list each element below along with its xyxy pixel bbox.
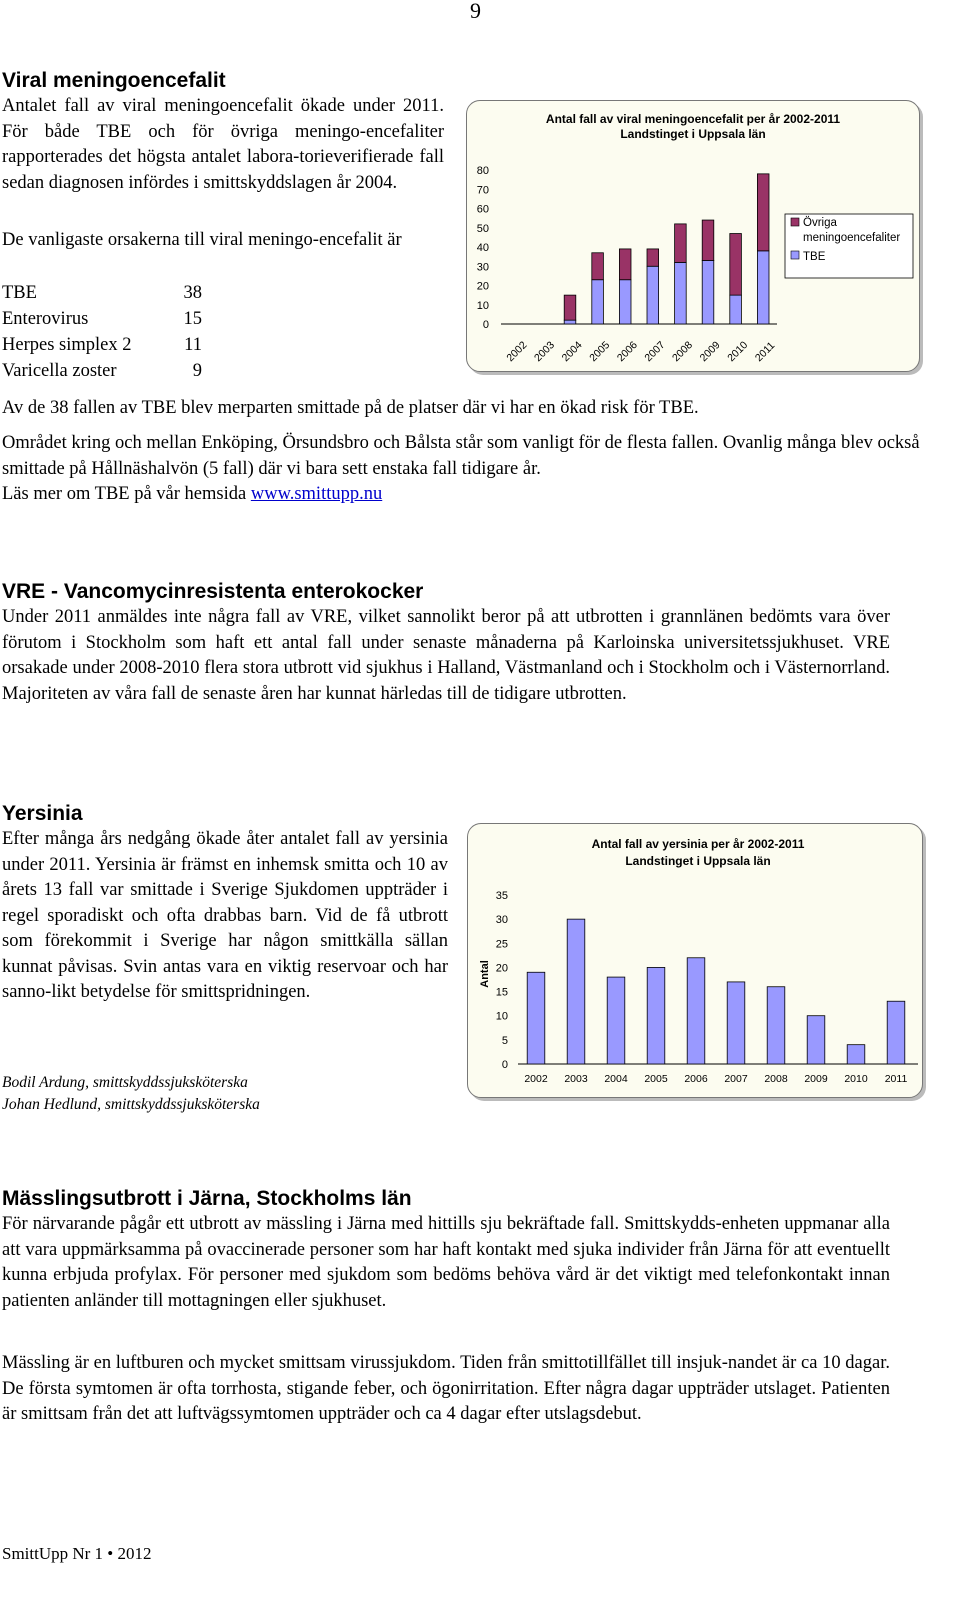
bar-segment	[730, 234, 742, 296]
y-tick-label: 10	[476, 299, 489, 312]
legend-label: TBE	[803, 251, 826, 263]
x-tick-label: 2011	[884, 1073, 908, 1085]
bar	[567, 919, 585, 1064]
x-tick-label: 2009	[697, 339, 723, 365]
y-tick-label: 40	[476, 242, 489, 254]
measles-p1: För närvarande pågår ett utbrott av mässling i Järna med hittills sju bekräftade fall. Smittskydds-enheten uppmanar alla att vara uppmärksamma på ovaccinerade personer som har haft kontakt med sjuka individer från Järna för att eventuellt kunna erbjuda profylax. För personer med sjukdom som bedöms behöva vård är det viktigt med telefonkontakt innan patienten anländer till mottagningen eller sjukhuset.	[2, 1214, 890, 1311]
chart-title: Antal fall av yersinia per år 2002-2011	[591, 837, 805, 851]
bar	[607, 977, 625, 1064]
y-tick-label: 0	[482, 319, 489, 331]
page-number: 9	[470, 0, 481, 23]
bar-segment	[730, 295, 742, 324]
x-tick-label: 2008	[670, 339, 696, 365]
signature-line-1: Bodil Ardung, smittskyddssjuksköterska	[2, 1074, 248, 1091]
measles-p2: Mässling är en luftburen och mycket smittsam virussjukdom. Tiden från smittotillfället till insjuk-nandet är ca 10 dagar. De första symtomen är ofta torrhosta, stigande feber, och ögonirritation. Efter några dagar uppträder utslaget. Patienten är smittsam från det att luftvägssymtomen uppträder och ca 4 dagar efter utslagsdebut.	[2, 1353, 890, 1424]
legend-label: meningoencefaliter	[803, 232, 901, 244]
bar-segment	[702, 260, 714, 324]
y-tick-label: 30	[476, 261, 489, 274]
bar	[727, 982, 745, 1064]
y-tick-label: 0	[501, 1059, 508, 1071]
bar	[807, 1016, 825, 1064]
cause-count: 15	[183, 309, 202, 329]
bar-segment	[757, 174, 769, 251]
bar	[687, 958, 705, 1064]
bar-segment	[564, 320, 576, 324]
vre-body: Under 2011 anmäldes inte några fall av VRE, vilket sannolikt beror på att utbrotten i grannlänen bedömts vara över förutom i Stockholm som haft ett antal fall under senaste månaderna på Karloinska universitetssjukhuset. VRE orsakade under 2008-2010 flera stora utbrott vid sjukhus i Halland, Västmanland och i Stockholm och i Västernorrland. Majoriteten av våra fall de senaste åren har kunnat härledas till de tidigare utbrotten.	[2, 607, 890, 704]
bar-segment	[647, 266, 659, 324]
bar	[527, 972, 545, 1064]
bar-segment	[592, 253, 604, 280]
bar-segment	[564, 295, 576, 320]
y-tick-label: 25	[495, 938, 508, 951]
x-tick-label: 2009	[804, 1073, 828, 1085]
yersinia-body: Efter många års nedgång ökade åter antalet fall av yersinia under 2011. Yersinia är främst en inhemsk smitta och 10 av årets 13 fall var smittade i Sverige Sjukdomen uppträder i regel sporadiskt och ofta drabbas barn. Vid de få utbrott som förekommit i Sverige har någon smittkälla sällan kunnat påvisas. Svin antas vara en viktig reservoar och har sanno-likt betydelse för smittspridningen.	[2, 829, 448, 1002]
bar-segment	[675, 224, 687, 263]
y-tick-label: 35	[495, 890, 508, 902]
bar-segment	[647, 249, 659, 266]
chart-subtitle: Landstinget i Uppsala län	[620, 127, 766, 141]
x-tick-label: 2010	[725, 339, 751, 365]
x-tick-label: 2011	[752, 339, 778, 365]
legend-label: Övriga	[803, 217, 837, 229]
bar-segment	[702, 220, 714, 260]
cause-count: 38	[183, 283, 202, 303]
chart-ylabel: Antal	[479, 960, 491, 988]
viral-intro: Antalet fall av viral meningoencefalit ökade under 2011. För både TBE och för övriga meningo-encefaliter rapporterades det högsta antalet labora-torieverifierade fall sedan diagnosen infördes i smittskyddslagen år 2004.	[2, 96, 444, 193]
meningoencefalit-chart	[466, 100, 920, 372]
y-tick-label: 15	[495, 986, 508, 999]
yersinia-chart-svg	[468, 824, 922, 1097]
cause-name: Enterovirus	[2, 309, 89, 329]
viral-after-2: Området kring och mellan Enköping, Örsundsbro och Bålsta står som vanligt för de flesta fallen. Ovanlig många blev också smittade på Hållnäshalvön (5 fall) där vi bara sett enstaka fall tidigare år.	[2, 433, 920, 479]
y-tick-label: 60	[476, 203, 489, 216]
x-tick-label: 2005	[644, 1073, 668, 1085]
y-tick-label: 50	[476, 222, 489, 235]
cause-name: TBE	[2, 283, 37, 303]
bar-segment	[619, 249, 631, 280]
y-tick-label: 10	[495, 1010, 508, 1023]
y-tick-label: 5	[501, 1034, 508, 1047]
legend-swatch	[791, 251, 799, 259]
chart-title: Antal fall av viral meningoencefalit per år 2002-2011	[545, 112, 841, 126]
bar-segment	[675, 262, 687, 324]
section-heading-vre: VRE - Vancomycinresistenta enterokocker	[2, 580, 424, 603]
x-tick-label: 2005	[587, 339, 613, 365]
x-tick-label: 2002	[524, 1073, 548, 1085]
chart-subtitle: Landstinget i Uppsala län	[625, 854, 771, 868]
x-tick-label: 2007	[642, 339, 668, 365]
bar-segment	[757, 251, 769, 324]
bar-segment	[592, 280, 604, 324]
x-tick-label: 2004	[559, 339, 585, 365]
x-tick-label: 2004	[604, 1073, 628, 1085]
cause-row	[2, 335, 202, 361]
cause-row	[2, 283, 202, 309]
website-link[interactable]: www.smittupp.nu	[250, 484, 383, 504]
signature-line-2: Johan Hedlund, smittskyddssjuksköterska	[2, 1096, 260, 1113]
cause-count: 9	[192, 361, 202, 381]
y-tick-label: 20	[476, 280, 489, 293]
x-tick-label: 2010	[844, 1073, 868, 1085]
x-tick-label: 2006	[684, 1073, 708, 1085]
y-tick-label: 70	[476, 184, 489, 197]
x-tick-label: 2003	[532, 339, 558, 365]
bar	[887, 1001, 905, 1064]
x-tick-label: 2006	[614, 339, 640, 365]
section-heading-yersinia: Yersinia	[2, 802, 83, 825]
y-tick-label: 20	[495, 962, 508, 975]
viral-after-3	[2, 482, 932, 508]
x-tick-label: 2008	[764, 1073, 788, 1085]
yersinia-chart	[467, 823, 923, 1098]
bar	[847, 1045, 865, 1064]
cause-row	[2, 361, 202, 387]
y-tick-label: 30	[495, 914, 508, 927]
y-tick-label: 80	[476, 165, 489, 177]
footer: SmittUpp Nr 1 • 2012	[2, 1544, 152, 1563]
legend-swatch	[791, 218, 799, 226]
bar	[767, 987, 785, 1064]
cause-name: Varicella zoster	[2, 361, 117, 381]
viral-after-3-text: Läs mer om TBE på vår hemsida	[2, 484, 251, 504]
meningoencefalit-chart-svg	[467, 101, 919, 371]
cause-name: Herpes simplex 2	[2, 335, 132, 355]
x-tick-label: 2002	[504, 339, 530, 365]
x-tick-label: 2007	[724, 1073, 748, 1085]
causes-table	[2, 283, 202, 387]
cause-count: 11	[184, 335, 202, 355]
viral-after-1: Av de 38 fallen av TBE blev merparten smittade på de platser där vi har en ökad risk för TBE.	[2, 398, 699, 418]
section-heading-measles: Mässlingsutbrott i Järna, Stockholms län	[2, 1187, 412, 1210]
bar-segment	[619, 280, 631, 324]
viral-causes-intro: De vanligaste orsakerna till viral meningo-encefalit är	[2, 230, 402, 250]
section-heading-viral: Viral meningoencefalit	[2, 69, 226, 92]
x-tick-label: 2003	[564, 1073, 588, 1085]
cause-row	[2, 309, 202, 335]
bar	[647, 967, 665, 1064]
